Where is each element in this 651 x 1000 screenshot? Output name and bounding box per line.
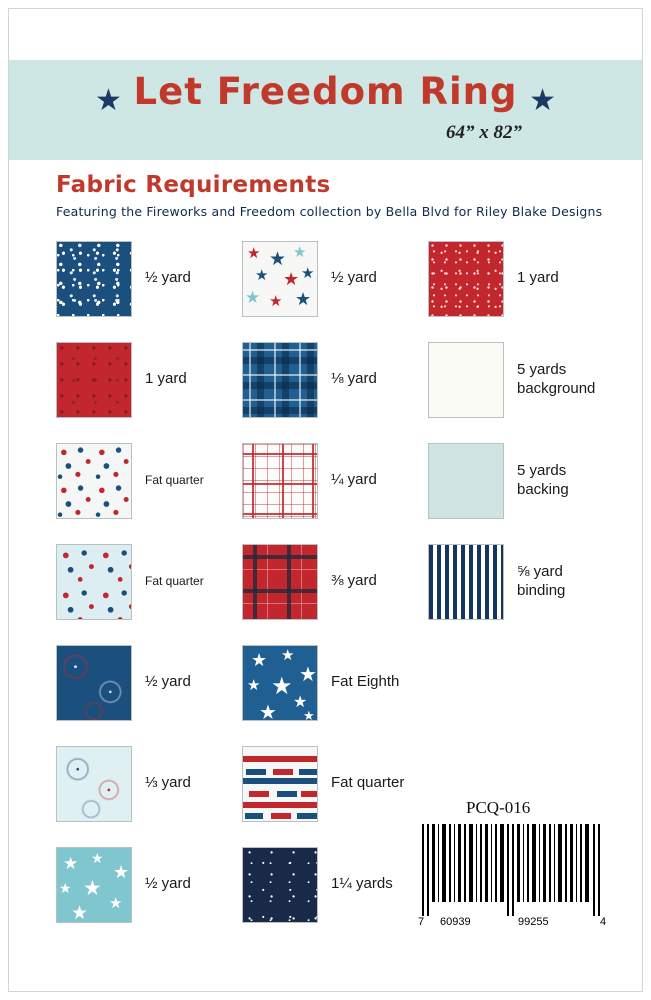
fabric-item — [428, 228, 614, 329]
title-banner — [9, 60, 642, 160]
fabric-item — [428, 430, 614, 531]
fabric-amount-label: ⅛ yard — [331, 370, 377, 388]
fabric-swatch-white-red-plaid-print — [242, 443, 318, 519]
fabric-amount-label: ⅝ yard binding — [517, 562, 566, 599]
section-title: Fabric Requirements — [56, 172, 331, 198]
fabric-swatch-red-speckle-print — [428, 241, 504, 317]
fabric-amount-label: Fat quarter — [145, 574, 204, 588]
barcode-digit-4: 4 — [600, 916, 607, 928]
fabric-item — [242, 329, 428, 430]
fabric-row — [56, 329, 616, 430]
star-icon-left: ★ — [95, 84, 122, 117]
fabric-row — [56, 430, 616, 531]
fabric-item — [56, 430, 242, 531]
fabric-item — [56, 531, 242, 632]
fabric-amount-label: ½ yard — [331, 269, 377, 287]
barcode-block — [418, 798, 608, 932]
fabric-swatch-aqua-solid — [428, 443, 504, 519]
fabric-swatch-aqua-star-print: ★ ★ ★ ★ ★ ★ ★ — [56, 847, 132, 923]
fabric-row — [56, 228, 616, 329]
fabric-amount-label: 1 yard — [145, 370, 187, 388]
star-icon-right: ★ — [529, 84, 556, 117]
fabric-swatch-cream-solid — [428, 342, 504, 418]
fabric-amount-label: ¼ yard — [331, 471, 377, 489]
fabric-swatch-navy-speck-print — [242, 847, 318, 923]
fabric-amount-label: 1 yard — [517, 269, 559, 287]
fabric-amount-label: ½ yard — [145, 269, 191, 287]
fabric-amount-label: 5 yards background — [517, 360, 596, 397]
fabric-amount-label: ⅓ yard — [145, 774, 191, 792]
section-subtitle: Featuring the Fireworks and Freedom collection by Bella Blvd for Riley Blake Designs — [56, 204, 603, 219]
barcode-digit-1: 7 — [418, 916, 425, 928]
fabric-amount-label: 1¼ yards — [331, 875, 393, 893]
barcode-image — [418, 824, 608, 916]
fabric-amount-label: ½ yard — [145, 875, 191, 893]
fabric-swatch-navy-dot-print — [56, 241, 132, 317]
fabric-item — [242, 531, 428, 632]
page-title: Let Freedom Ring — [133, 70, 518, 113]
fabric-amount-label: Fat quarter — [145, 473, 204, 487]
fabric-item — [56, 834, 242, 935]
barcode-digit-3: 99255 — [518, 916, 549, 928]
fabric-item — [242, 430, 428, 531]
fabric-item — [56, 733, 242, 834]
fabric-swatch-navy-stripe-print — [428, 544, 504, 620]
fabric-item — [242, 733, 428, 834]
fabric-swatch-red-dot-print — [56, 342, 132, 418]
fabric-amount-label: Fat Eighth — [331, 673, 400, 691]
fabric-item — [56, 329, 242, 430]
fabric-swatch-blue-plaid-print — [242, 342, 318, 418]
fabric-row — [56, 632, 616, 733]
fabric-item — [56, 228, 242, 329]
fabric-item — [242, 228, 428, 329]
barcode-digits — [418, 916, 608, 932]
fabric-swatch-fireworks-aqua-print — [56, 746, 132, 822]
quilt-dimensions: 64” x 82” — [446, 122, 522, 143]
fabric-amount-label: 5 yards backing — [517, 461, 569, 498]
fabric-swatch-white-star-print: ★ ★ ★ ★ ★ ★ ★ ★ ★ — [242, 241, 318, 317]
fabric-item — [428, 329, 614, 430]
fabric-swatch-fireworks-navy-print — [56, 645, 132, 721]
fabric-swatch-novelty-aqua-print — [56, 544, 132, 620]
barcode-digit-2: 60939 — [440, 916, 471, 928]
fabric-item — [242, 834, 428, 935]
fabric-item — [428, 531, 614, 632]
fabric-swatch-red-plaid-print — [242, 544, 318, 620]
fabric-item — [56, 632, 242, 733]
fabric-swatch-novelty-light-print — [56, 443, 132, 519]
fabric-amount-label: ½ yard — [145, 673, 191, 691]
fabric-row — [56, 531, 616, 632]
fabric-item — [242, 632, 428, 733]
fabric-amount-label: ⅜ yard — [331, 572, 377, 590]
fabric-amount-label: Fat quarter — [331, 774, 405, 792]
sku-label: PCQ-016 — [466, 798, 531, 817]
fabric-swatch-navy-big-star-print: ★ ★ ★ ★ ★ ★ ★ ★ — [242, 645, 318, 721]
fabric-swatch-truck-print — [242, 746, 318, 822]
